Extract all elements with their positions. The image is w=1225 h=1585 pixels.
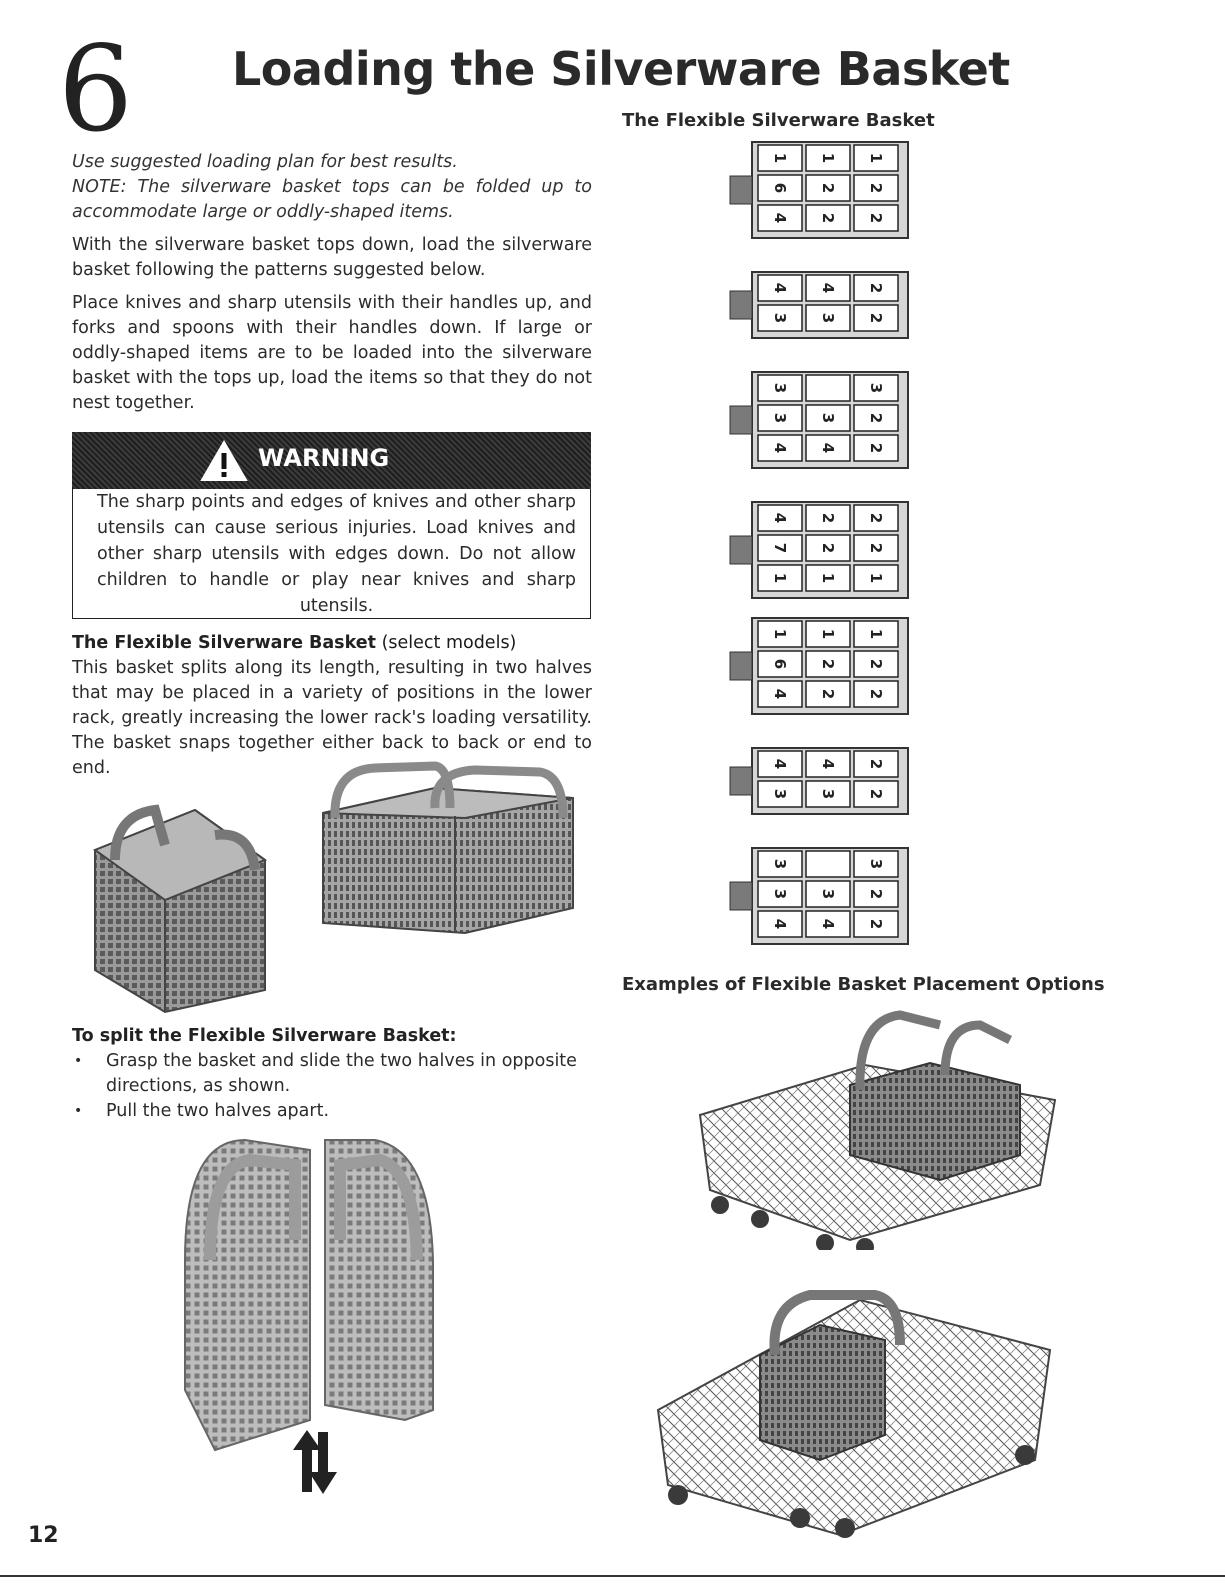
warning-triangle-icon (200, 440, 248, 482)
basket-cell-number: 3 (771, 858, 789, 870)
basket-cell-number: 3 (771, 888, 789, 900)
basket-cell-number: 2 (867, 212, 885, 224)
basket-cell-number: 2 (867, 542, 885, 554)
basket-cell-number: 4 (771, 212, 789, 224)
basket-cell-number: 3 (819, 888, 837, 900)
basket-cell-number: 1 (867, 628, 885, 640)
basket-cell-number: 2 (867, 512, 885, 524)
intro-note: NOTE: The silverware basket tops can be folded up to accommodate large or oddly-shaped items. (72, 177, 592, 222)
basket-cell-number: 2 (867, 282, 885, 294)
warning-header (72, 432, 591, 489)
basket-cell-number: 4 (771, 442, 789, 454)
basket-cell-number: 2 (867, 688, 885, 700)
flexible-basket-heading-suffix: (select models) (376, 633, 517, 653)
basket-cell-number: 2 (819, 182, 837, 194)
section-clip (730, 536, 752, 564)
basket-cell-number: 7 (771, 542, 789, 554)
basket-cell-number: 2 (867, 412, 885, 424)
basket-cell-number: 4 (819, 282, 837, 294)
basket-cell-number: 1 (867, 572, 885, 584)
basket-cell (806, 375, 850, 401)
warning-text: The sharp points and edges of knives and other sharp utensils can cause serious injuries. Load knives and other sharp utensils with edges down. Do not allow children to handle or play near knives and sharp utensils. (97, 492, 576, 616)
bottom-rule (0, 1575, 1225, 1577)
basket-cell-number: 2 (867, 182, 885, 194)
split-step: • Pull the two halves apart. (72, 1099, 592, 1124)
basket-cell-number: 2 (867, 918, 885, 930)
rack-end-to-end-image (690, 1005, 1065, 1250)
basket-cell-number: 3 (867, 382, 885, 394)
basket-cell-number: 6 (771, 182, 789, 194)
warning-box (72, 489, 591, 619)
basket-cell-number: 4 (819, 758, 837, 770)
basket-cell-number: 1 (771, 628, 789, 640)
basket-cell-number: 3 (771, 312, 789, 324)
basket-cell-number: 2 (867, 758, 885, 770)
split-heading: To split the Flexible Silverware Basket: (72, 1026, 457, 1046)
loading-plan-diagram (728, 138, 928, 963)
warning-label: WARNING (258, 444, 390, 472)
flexible-basket-heading-bold: The Flexible Silverware Basket (72, 633, 376, 653)
placement-caption: Examples of Flexible Basket Placement Options (622, 974, 1105, 995)
basket-cell-number: 1 (819, 628, 837, 640)
basket-halves-split-image (175, 1120, 445, 1495)
basket-cell-number: 1 (867, 152, 885, 164)
page-title: Loading the Silverware Basket (232, 42, 1010, 96)
basket-cell (806, 851, 850, 877)
flexible-basket-body: This basket splits along its length, resulting in two halves that may be placed in a variety of positions in the lower rack, greatly increasing the lower rack's loading versatility. The basket snaps together either back to back or end to end. (72, 658, 592, 778)
basket-cell-number: 3 (867, 858, 885, 870)
basket-back-to-back-image (75, 790, 285, 1015)
basket-cell-number: 4 (771, 282, 789, 294)
basket-cell-number: 2 (819, 512, 837, 524)
section-clip (730, 176, 752, 204)
basket-cell-number: 4 (771, 758, 789, 770)
split-section (72, 1023, 592, 1124)
basket-cell-number: 2 (867, 312, 885, 324)
basket-cell-number: 1 (819, 152, 837, 164)
section-clip (730, 882, 752, 910)
intro-tip: Use suggested loading plan for best results. (72, 152, 458, 172)
intro-section (72, 150, 592, 416)
section-clip (730, 291, 752, 319)
flexible-basket-heading (72, 630, 592, 656)
slide-arrows-icon (293, 1430, 337, 1494)
split-steps (72, 1049, 592, 1124)
basket-cell-number: 1 (771, 572, 789, 584)
basket-cell-number: 2 (819, 542, 837, 554)
basket-cell-number: 6 (771, 658, 789, 670)
section-clip (730, 652, 752, 680)
page-number: 12 (28, 1523, 59, 1548)
chapter-number: 6 (58, 20, 134, 158)
basket-cell-number: 4 (819, 442, 837, 454)
basket-cell-number: 3 (819, 412, 837, 424)
basket-end-to-end-image (315, 758, 580, 936)
basket-cell-number: 2 (867, 658, 885, 670)
basket-cell-number: 3 (819, 788, 837, 800)
intro-paragraph-2: Place knives and sharp utensils with their handles up, and forks and spoons with their handles down. If large or oddly-shaped items are to be loaded into the silverware basket with the tops up, load the items so that they do not nest together. (72, 293, 592, 413)
basket-cell-number: 4 (771, 918, 789, 930)
basket-cell-number: 2 (867, 788, 885, 800)
basket-cell-number: 1 (819, 572, 837, 584)
section-clip (730, 767, 752, 795)
split-step: • Grasp the basket and slide the two halves in opposite directions, as shown. (72, 1049, 592, 1099)
basket-cell-number: 3 (771, 382, 789, 394)
basket-cell-number: 1 (771, 152, 789, 164)
basket-cell-number: 2 (867, 888, 885, 900)
intro-paragraph-1: With the silverware basket tops down, load the silverware basket following the patterns suggested below. (72, 235, 592, 280)
loading-plan-caption: The Flexible Silverware Basket (622, 110, 935, 131)
section-clip (730, 406, 752, 434)
basket-cell-number: 3 (771, 412, 789, 424)
basket-cell-number: 4 (771, 688, 789, 700)
rack-back-to-back-image (650, 1270, 1060, 1540)
basket-cell-number: 2 (819, 212, 837, 224)
basket-cell-number: 2 (819, 658, 837, 670)
basket-cell-number: 2 (867, 442, 885, 454)
basket-cell-number: 3 (771, 788, 789, 800)
basket-cell-number: 3 (819, 312, 837, 324)
basket-cell-number: 4 (819, 918, 837, 930)
basket-cell-number: 4 (771, 512, 789, 524)
basket-cell-number: 2 (819, 688, 837, 700)
